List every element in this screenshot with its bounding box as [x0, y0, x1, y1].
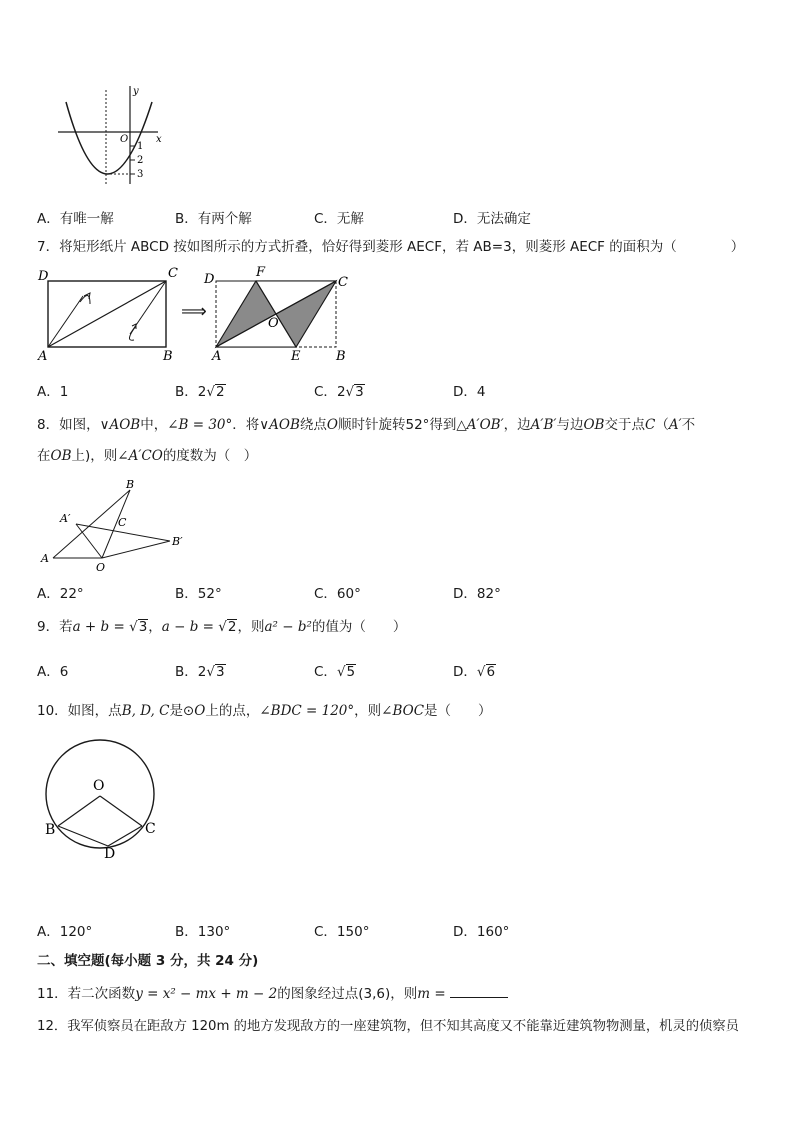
- x-axis-label: x: [156, 134, 162, 145]
- tick-label-1: 1: [137, 141, 144, 152]
- label-d: D: [104, 846, 116, 862]
- q11-stem: 11．若二次函数y = x² − mx + m − 2的图象经过点(3,6)，则m =: [37, 985, 508, 1003]
- label-c: C: [145, 821, 156, 837]
- q8-rotation-figure: [36, 478, 196, 573]
- q6-option-b: B．有两个解: [175, 211, 252, 227]
- q7-option-b: B．2√2: [175, 384, 225, 400]
- q12-stem: 12．我军侦察员在距敌方 120m 的地方发现敌方的一座建筑物，但不知其高度又不能靠近建筑物物测量，机灵的侦察员: [37, 1019, 739, 1034]
- section-title: 二、填空题(每小题 3 分，共 24 分): [37, 953, 259, 969]
- q7-option-c: C．2√3: [314, 384, 364, 400]
- q6-option-c: C．无解: [314, 211, 364, 227]
- q10-option-b: B．130°: [175, 924, 231, 940]
- label-d: D: [38, 269, 49, 284]
- label-e: E: [291, 349, 301, 364]
- q8-option-d: D．82°: [453, 586, 501, 602]
- label-o: O: [96, 561, 106, 574]
- q8-option-c: C．60°: [314, 586, 361, 602]
- label-f: F: [256, 265, 266, 280]
- q8-option-a: A．22°: [37, 586, 84, 602]
- y-axis-label: y: [133, 86, 139, 97]
- q10-circle-figure: [38, 734, 168, 864]
- q7-option-a: A．1: [37, 384, 69, 400]
- q9-option-b: B．2√3: [175, 664, 225, 680]
- label-o: O: [268, 316, 279, 331]
- origin-label: O: [120, 134, 129, 145]
- q7-stem: 7．将矩形纸片 ABCD 按如图所示的方式折叠，恰好得到菱形 AECF，若 AB=3，则菱形 AECF 的面积为（ ）: [37, 239, 745, 255]
- q7-option-d: D．4: [453, 384, 486, 400]
- q7-figure-rectangle: [36, 264, 186, 364]
- label-d: D: [204, 272, 215, 287]
- label-b: B: [126, 478, 135, 491]
- q8-option-b: B．52°: [175, 586, 222, 602]
- label-c: C: [338, 275, 348, 290]
- q7-figure-rhombus: [204, 264, 354, 364]
- q8-stem-line1: 8．如图，∨AOB中，∠B = 30°．将∨AOB绕点O顺时针旋转52°得到△A′OB′，边A′B′与边OB交于点C（A′不: [37, 417, 696, 433]
- tick-label-3: 3: [137, 169, 144, 180]
- label-b: B: [163, 349, 173, 364]
- q9-stem: 9．若a + b = √3，a − b = √2，则a² − b²的值为（ ）: [37, 619, 407, 635]
- q6-parabola-graph: [58, 84, 168, 184]
- label-a: A: [212, 349, 222, 364]
- q6-option-d: D．无法确定: [453, 211, 531, 227]
- label-a: A: [38, 349, 48, 364]
- label-b: B: [45, 822, 56, 838]
- q10-option-d: D．160°: [453, 924, 510, 940]
- answer-blank: [450, 985, 508, 998]
- q9-option-a: A．6: [37, 664, 69, 680]
- q6-option-a: A．有唯一解: [37, 211, 114, 227]
- label-a: A: [41, 552, 49, 565]
- q9-option-c: C．√5: [314, 664, 356, 680]
- q10-stem: 10．如图，点B, D, C是⊙O上的点，∠BDC = 120°，则∠BOC是（ ）: [37, 703, 492, 719]
- label-c: C: [118, 516, 127, 529]
- label-o: O: [93, 778, 105, 794]
- label-a-prime: A′: [60, 512, 71, 525]
- label-b-prime: B′: [172, 535, 183, 548]
- label-c: C: [168, 266, 178, 281]
- q9-option-d: D．√6: [453, 664, 496, 680]
- q10-option-c: C．150°: [314, 924, 370, 940]
- tick-label-2: 2: [137, 155, 144, 166]
- label-b: B: [336, 349, 346, 364]
- q8-stem-line2: 在OB上)，则∠A′CO的度数为（ ）: [37, 448, 258, 464]
- right-arrow-icon: ⟹: [181, 301, 207, 322]
- q10-option-a: A．120°: [37, 924, 93, 940]
